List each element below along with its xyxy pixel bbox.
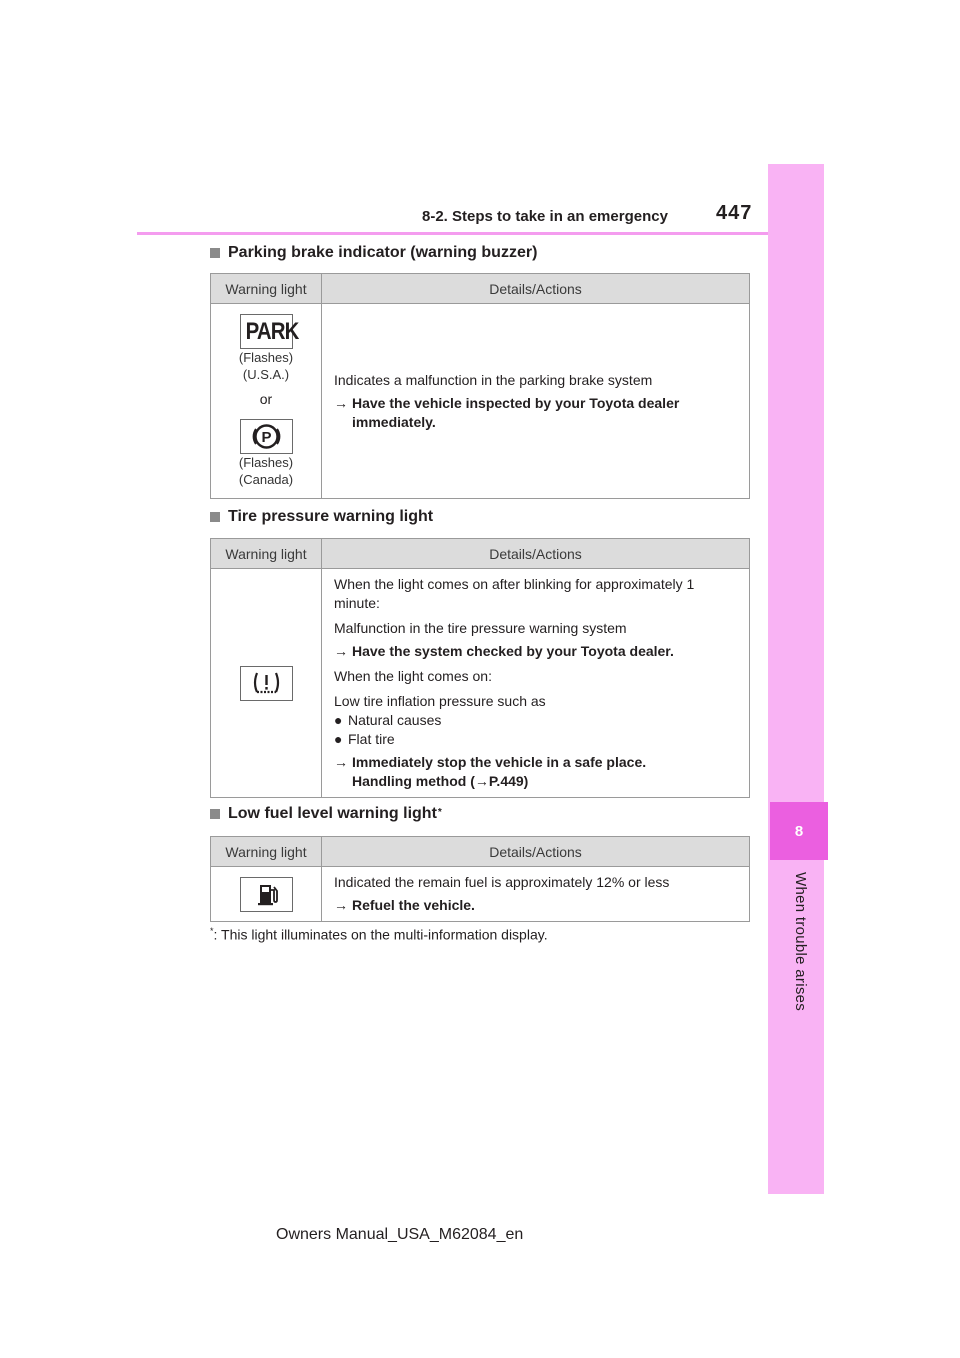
square-bullet-icon xyxy=(210,248,220,258)
chapter-title: When trouble arises xyxy=(792,872,809,1012)
footnote-text: : This light illuminates on the multi-information display. xyxy=(213,926,548,943)
table-header-row xyxy=(211,837,750,867)
table-header-row xyxy=(211,274,750,304)
col-warning-light: Warning light xyxy=(211,539,322,569)
details-cell xyxy=(322,569,750,798)
action-text: Immediately stop the vehicle in a safe place. Handling method (→P.449) xyxy=(352,754,647,789)
list-item xyxy=(334,730,741,749)
tire-pressure-icon xyxy=(240,666,293,701)
col-warning-light: Warning light xyxy=(211,274,322,304)
action-line xyxy=(334,896,741,915)
footer-manual-id: Owners Manual_USA_M62084_en xyxy=(276,1226,524,1243)
icon-caption: (U.S.A.) xyxy=(242,367,290,382)
action-line xyxy=(334,642,741,661)
detail-text: When the light comes on: xyxy=(334,668,492,684)
table-row xyxy=(211,569,750,798)
square-bullet-icon xyxy=(210,512,220,522)
action-line xyxy=(334,394,741,432)
action-text: Refuel the vehicle. xyxy=(352,897,475,913)
footnote-mark: * xyxy=(210,926,214,936)
icon-caption: (Flashes) xyxy=(238,455,294,470)
section-title: Tire pressure warning light xyxy=(228,508,434,525)
action-text: Have the vehicle inspected by your Toyota dealer immediately. xyxy=(352,394,680,430)
section-heading-parking xyxy=(210,244,537,262)
arrow-icon: → xyxy=(334,643,348,659)
fuel-table xyxy=(210,836,750,922)
action-line xyxy=(334,753,741,791)
section-title: Low fuel level warning light xyxy=(228,805,437,822)
bullet-text: Flat tire xyxy=(348,731,395,747)
list-item xyxy=(334,711,741,730)
page-number: 447 xyxy=(716,202,753,224)
chapter-number: 8 xyxy=(794,822,804,840)
square-bullet-icon xyxy=(210,809,220,819)
bullet-icon: ● xyxy=(334,712,343,728)
details-cell xyxy=(322,304,750,499)
section-title: Parking brake indicator (warning buzzer) xyxy=(228,244,538,261)
chapter-number-box[interactable] xyxy=(770,802,828,860)
table-row xyxy=(211,304,750,499)
page-reference-link[interactable]: P.449 xyxy=(488,773,524,789)
table-header-row xyxy=(211,539,750,569)
details-cell xyxy=(322,867,750,922)
action-text: Have the system checked by your Toyota dealer. xyxy=(352,643,674,659)
svg-text:P: P xyxy=(260,429,272,446)
tire-table xyxy=(210,538,750,798)
park-icon: PARK xyxy=(240,314,293,349)
icon-caption: (Flashes) xyxy=(238,350,294,365)
section-heading-tire xyxy=(210,508,433,526)
bullet-text: Natural causes xyxy=(348,712,442,728)
fuel-pump-icon xyxy=(240,877,293,912)
detail-text: Indicated the remain fuel is approximately 12% or less xyxy=(334,874,670,890)
col-warning-light: Warning light xyxy=(211,837,322,867)
or-text: or xyxy=(259,391,273,407)
arrow-icon: → xyxy=(334,897,348,913)
detail-text: When the light comes on after blinking for approximately 1 minute: xyxy=(334,576,695,611)
warning-light-cell xyxy=(211,867,322,922)
footnote xyxy=(210,926,548,943)
icon-caption: (Canada) xyxy=(238,472,294,487)
arrow-icon: → xyxy=(334,394,348,411)
detail-text: Low tire inflation pressure such as xyxy=(334,693,546,709)
warning-light-cell xyxy=(211,569,322,798)
col-details-actions: Details/Actions xyxy=(322,539,750,569)
detail-text: Indicates a malfunction in the parking brake system xyxy=(334,371,653,388)
header-rule xyxy=(137,232,768,235)
bullet-icon: ● xyxy=(334,731,343,747)
parking-brake-p-icon xyxy=(240,419,293,454)
footnote-mark: * xyxy=(437,806,442,818)
arrow-icon: → xyxy=(334,754,348,770)
arrow-icon: → xyxy=(474,773,489,789)
col-details-actions: Details/Actions xyxy=(322,274,750,304)
section-heading-fuel xyxy=(210,805,442,823)
table-row xyxy=(211,867,750,922)
header-section-title: 8-2. Steps to take in an emergency xyxy=(422,208,668,225)
detail-text: Malfunction in the tire pressure warning system xyxy=(334,620,627,636)
col-details-actions: Details/Actions xyxy=(322,837,750,867)
warning-light-cell xyxy=(211,304,322,499)
parking-table xyxy=(210,273,750,499)
